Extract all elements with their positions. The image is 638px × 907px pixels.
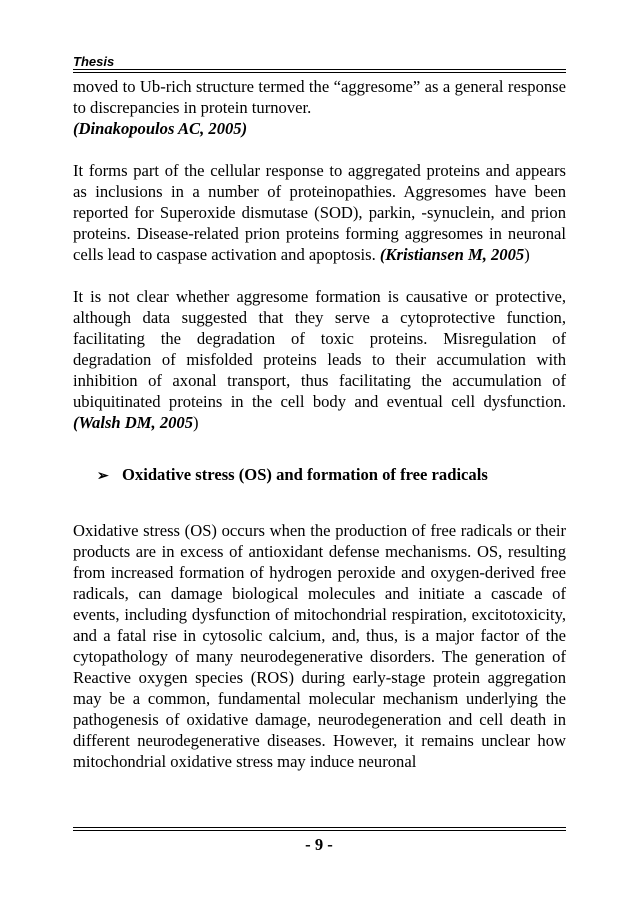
section-heading-text: Oxidative stress (OS) and formation of free radicals bbox=[122, 465, 488, 484]
running-header: Thesis bbox=[73, 54, 115, 69]
paragraph-text: It is not clear whether aggresome formation is causative or protective, although data suggested that they serve a cytoprotective function, facilitating the degradation of toxic proteins. Misregulation of degradation of misfolded proteins leads to their accumulation with inhibition of axonal transport, thus facilitating the accumulation of ubiquitinated proteins in the cell body and eventual cell dysfunction. bbox=[73, 287, 566, 411]
citation-dinakopoulos: (Dinakopoulos AC, 2005) bbox=[73, 119, 248, 138]
paragraph-aggresome-intro bbox=[73, 76, 566, 139]
arrow-bullet-icon: ➢ bbox=[97, 469, 109, 484]
header-divider bbox=[73, 69, 566, 73]
paragraph-oxidative-stress bbox=[73, 520, 566, 772]
page-body bbox=[73, 76, 566, 793]
citation-walsh: (Walsh DM, 2005 bbox=[73, 413, 194, 432]
paragraph-text: Oxidative stress (OS) occurs when the production of free radicals or their products are in excess of antioxidant defense mechanisms. OS, resulting from increased formation of hydrogen peroxide and oxygen-derived free radicals, can damage biological molecules and initiate a cascade of events, including dysfunction of mitochondrial respiration, excitotoxicity, and a fatal rise in cytosolic calcium, and, thus, is a major factor of the cytopathology of many neurodegenerative disorders. The generation of Reactive oxygen species (ROS) during early-stage protein aggregation may be a common, fundamental molecular mechanism underlying the pathogenesis of oxidative damage, neurodegeneration and cell death in different neurodegenerative diseases. However, it remains unclear how mitochondrial oxidative stress may induce neuronal bbox=[73, 521, 566, 771]
page-number: - 9 - bbox=[305, 835, 333, 854]
citation-kristiansen: (Kristiansen M, 2005 bbox=[379, 245, 525, 264]
paragraph-text: moved to Ub-rich structure termed the “aggresome” as a general response to discrepancies in protein turnover. bbox=[73, 77, 566, 117]
footer-divider bbox=[73, 827, 566, 831]
citation-close: ) bbox=[193, 413, 199, 432]
section-heading-oxidative-stress bbox=[73, 464, 566, 487]
paragraph-aggresome-proteinopathies bbox=[73, 160, 566, 265]
citation-close: ) bbox=[524, 245, 530, 264]
paragraph-aggresome-role bbox=[73, 286, 566, 433]
paragraph-text: It forms part of the cellular response to aggregated proteins and appears as inclusions in a number of proteinopathies. Aggresomes have been reported for Superoxide dismutase (SOD), parkin, -synuclein, and prion proteins. Disease-related prion proteins forming aggresomes in neuronal cells lead to caspase activation and apoptosis. bbox=[73, 161, 566, 264]
